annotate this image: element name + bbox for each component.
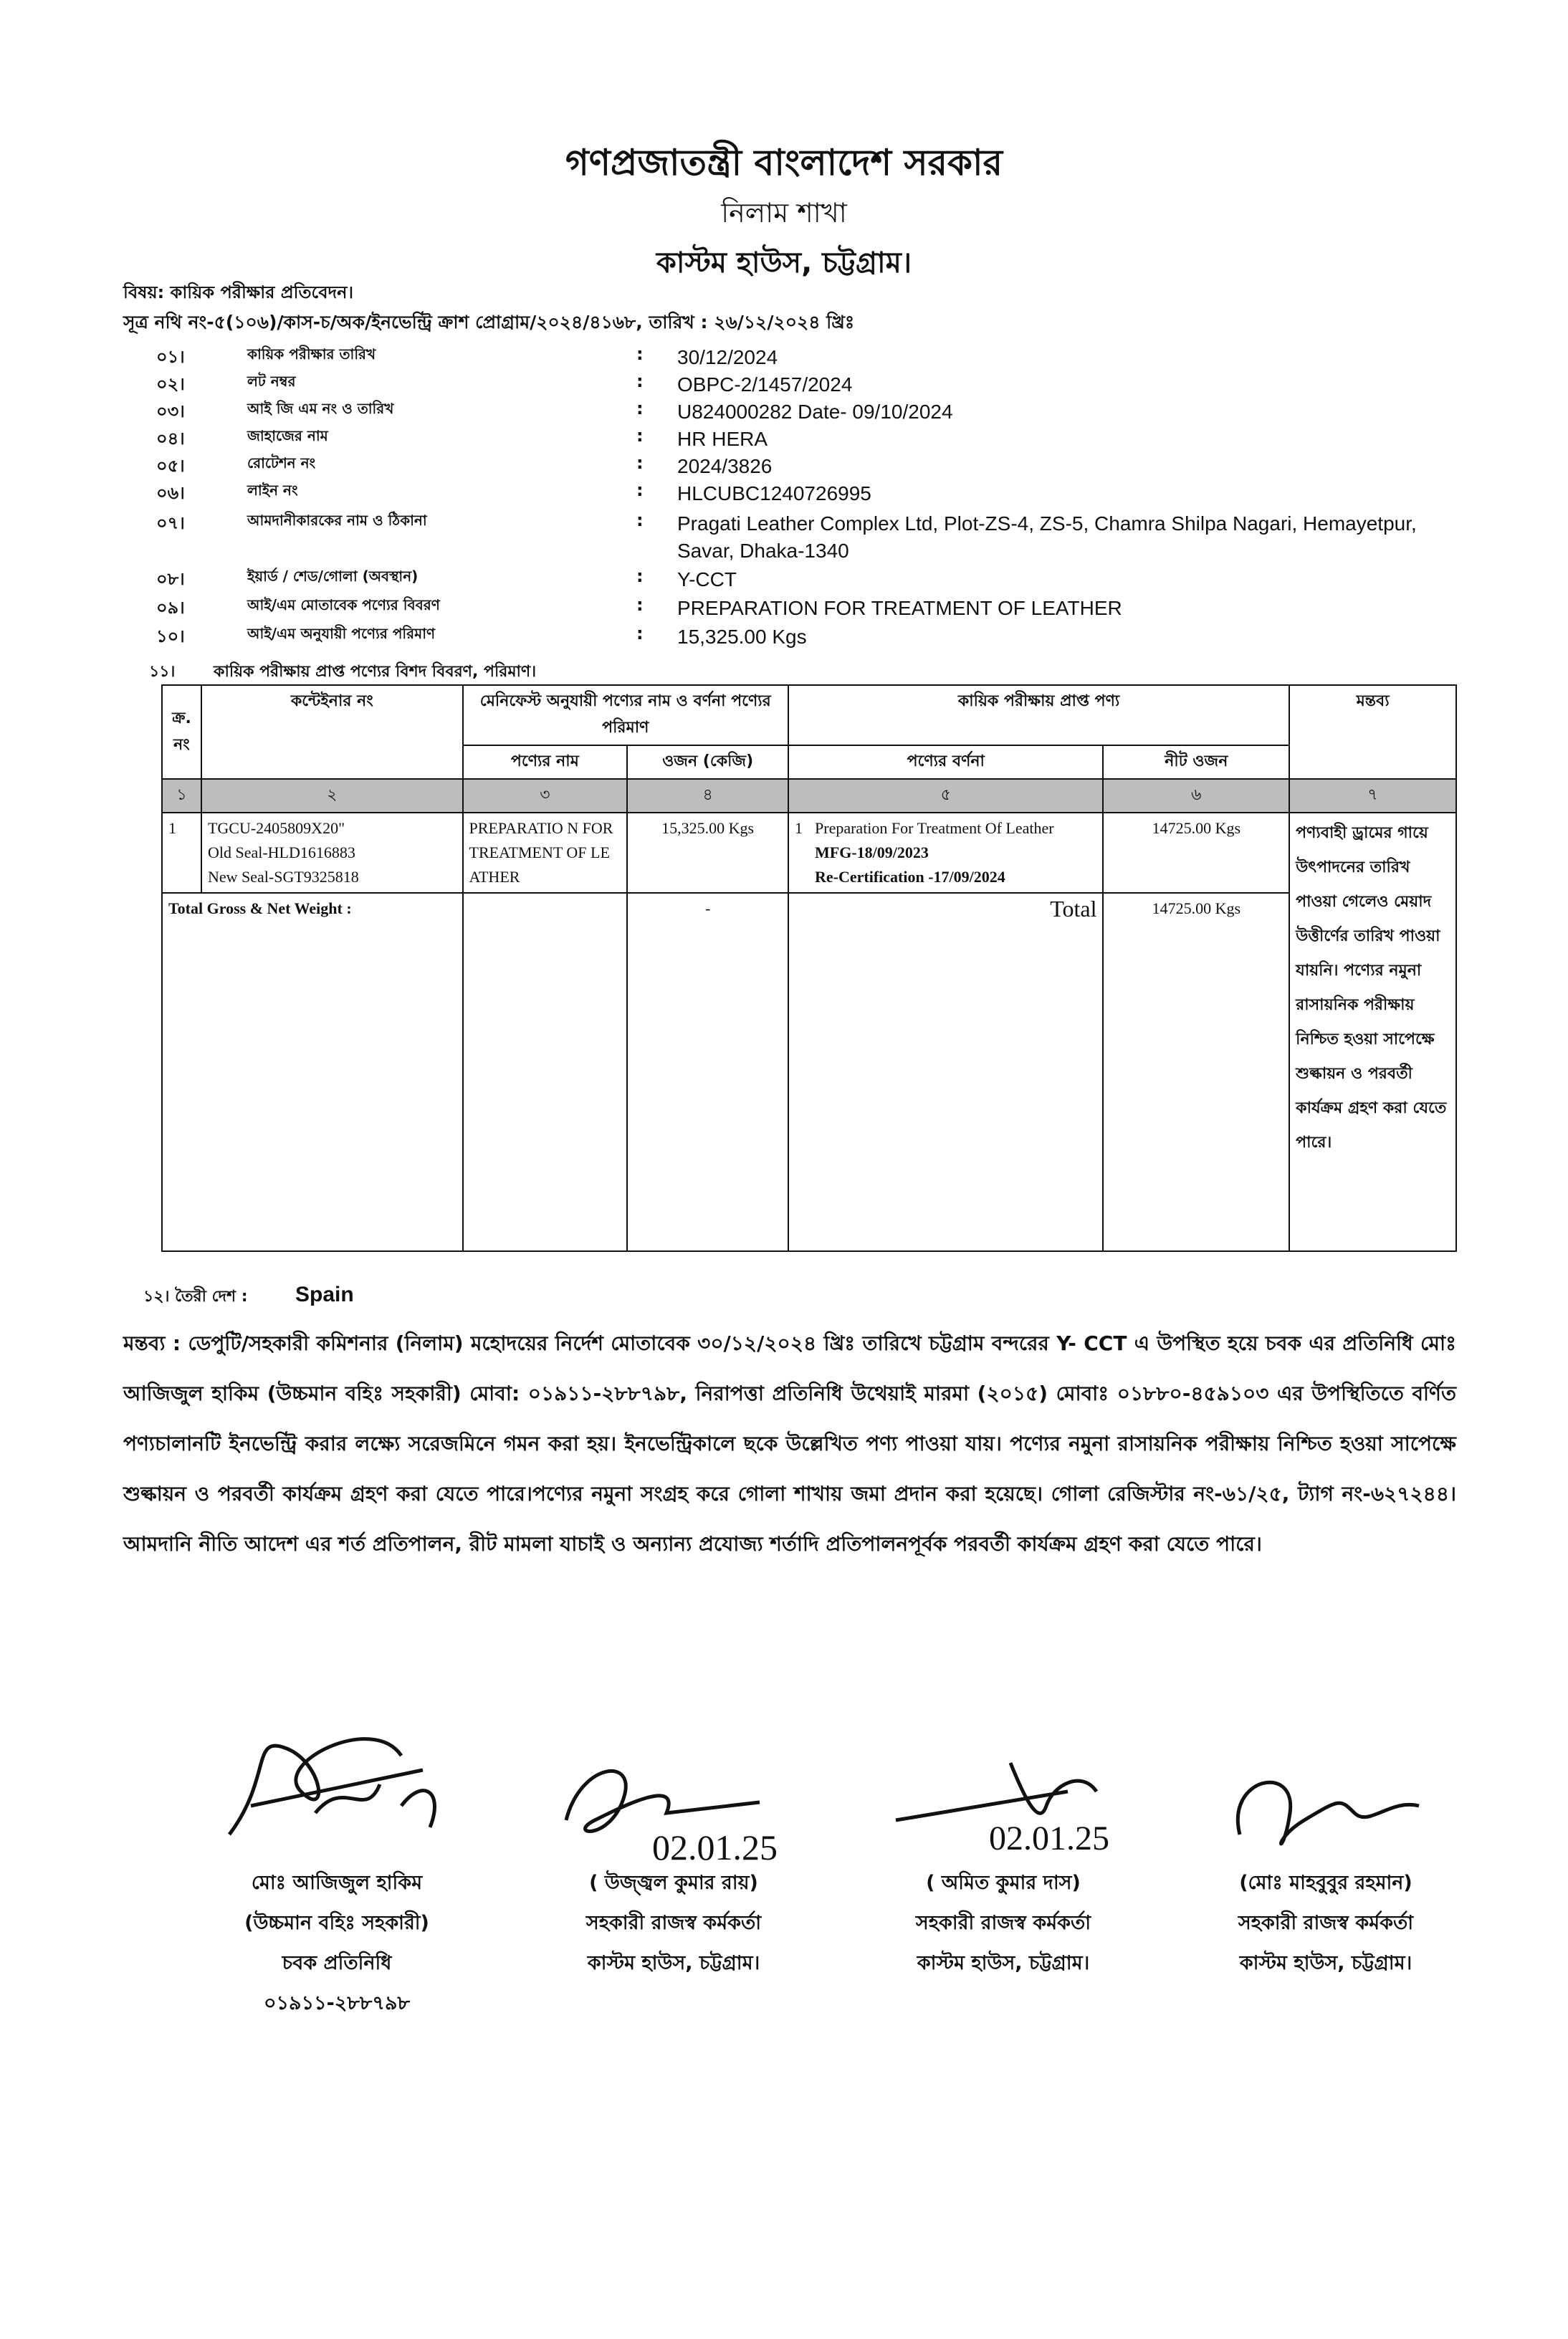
header-weight: ওজন (কেজি) — [627, 745, 788, 779]
header-net-weight: নীট ওজন — [1103, 745, 1289, 779]
col-number: ১ — [162, 779, 201, 813]
comment-paragraph: মন্তব্য : ডেপুটি/সহকারী কমিশনার (নিলাম) মহোদয়ের নির্দেশ মোতাবেক ৩০/১২/২০২৪ খ্রিঃ তারিখে চট্টগ্রাম বন্দরের Y- CCT এ উপস্থিত হয়ে চবক এর প্রতিনিধি মোঃ আজিজুল হাকিম (উচ্চমান বহিঃ সহকারী) মোবা: ০১৯১১-২৮৮৭৯৮, নিরাপত্তা প্রতিনিধি উথেয়াই মারমা (২০১৫) মোবাঃ ০১৮৮০-৪৫৯১০৩ এর উপস্থিতিতে বর্ণিত পণ্যচালানটি ইনভেন্ট্রি করার লক্ষ্যে সরেজমিনে গমন করা হয়। ইনভেন্ট্রিকালে ছকে উল্লেখিত পণ্য পাওয়া যায়। পণ্যের নমুনা রাসায়নিক পরীক্ষায় নিশ্চিত হওয়া সাপেক্ষে শুল্কায়ন ও পরবর্তী কার্যক্রম গ্রহণ করা যেতে পারে।পণ্যের নমুনা সংগ্রহ করে গোলা শাখায় জমা প্রদান করা হয়েছে। গোলা রেজিস্টার নং-৬১/২৫, ট্যাগ নং-৬২৭২৪৪। আমদানি নীতি আদেশ এর শর্ত প্রতিপালন, রীট মামলা যাচাই ও অন্যান্য প্রযোজ্য শর্তাদি প্রতিপালনপূর্বক পরবর্তী কার্যক্রম গ্রহণ করা যেতে পারে। — [123, 1331, 1456, 1556]
header-goods-desc: পণ্যের বর্ণনা — [788, 745, 1103, 779]
goods-table — [161, 684, 1457, 1252]
signatory-office: চবক প্রতিনিধি — [282, 1952, 392, 1974]
office-title: কাস্টম হাউস, চট্টগ্রাম। — [656, 247, 912, 279]
total-label: Total Gross & Net Weight : — [162, 893, 463, 1251]
col-number: ৭ — [1289, 779, 1456, 813]
field-importer: ০৭। আমদানীকারকের নাম ও ঠিকানা : Pragati Leather Complex Ltd, Plot-ZS-4, ZS-5, Chamra Shilpa Nagari, Hemayetpur, Savar, Dhaka-1340 — [156, 510, 1417, 562]
header-found-group: কায়িক পরীক্ষায় প্রাপ্ত পণ্য — [788, 685, 1289, 745]
cell-remarks: পণ্যবাহী ড্রামের গায়ে উৎপাদনের তারিখ পাওয়া গেলেও মেয়াদ উত্তীর্ণের তারিখ পাওয়া যায়নি। পণ্যের নমুনা রাসায়নিক পরীক্ষায় নিশ্চিত হওয়া সাপেক্ষে শুল্কায়ন ও পরবর্তী কার্যক্রম গ্রহণ করা যেতে পারে। — [1289, 813, 1456, 1251]
signatory-3 — [846, 1734, 1161, 1984]
signatory-office: কাস্টম হাউস, চট্টগ্রাম। — [1239, 1952, 1412, 1974]
government-title: গণপ্রজাতন্ত্রী বাংলাদেশ সরকার — [565, 142, 1003, 183]
col-number: ৬ — [1103, 779, 1289, 813]
field-igm: ০৩। আই জি এম নং ও তারিখ : U824000282 Date- 09/10/2024 — [156, 398, 953, 423]
table-row — [162, 813, 1456, 893]
signatory-title: সহকারী রাজস্ব কর্মকর্তা — [1238, 1912, 1414, 1934]
field-line-number: ০৬। লাইন নং : HLCUBC1240726995 — [156, 480, 871, 504]
total-dash: - — [627, 893, 788, 1251]
origin-value: Spain — [295, 1283, 354, 1306]
memo-reference: সূত্র নথি নং-৫(১০৬)/কাস-চ/অক/ইনভেন্ট্রি ক্রাশ প্রোগ্রাম/২০২৪/৪১৬৮, তারিখ : ২৬/১২/২০২৪ খ্রিঃ — [123, 312, 855, 333]
signatory-name: মোঃ আজিজুল হাকিম — [251, 1872, 423, 1894]
cell-weight: 15,325.00 Kgs — [627, 813, 788, 893]
item-11-heading: ১১। কায়িক পরীক্ষায় প্রাপ্ত পণ্যের বিশদ বিবরণ, পরিমাণ। — [149, 663, 537, 681]
field-goods-quantity: ১০। আই/এম অনুযায়ী পণ্যের পরিমাণ : 15,325.00 Kgs — [156, 623, 807, 648]
origin-label: ১২। তৈরী দেশ : — [143, 1288, 248, 1306]
signatory-phone: ০১৯১১-২৮৮৭৯৮ — [263, 1992, 411, 2014]
col-number: ৩ — [463, 779, 628, 813]
total-net-weight: 14725.00 Kgs — [1103, 893, 1289, 1251]
cell-goods-name: PREPARATIO N FOR TREATMENT OF LEATHER — [463, 813, 628, 893]
cell-container: TGCU-2405809X20" Old Seal-HLD1616883 New Seal-SGT9325818 — [201, 813, 463, 893]
subject-line: বিষয়: কায়িক পরীক্ষার প্রতিবেদন। — [123, 282, 354, 302]
field-vessel-name: ০৪। জাহাজের নাম : HR HERA — [156, 426, 768, 450]
signatory-name: ( উজ্জ্বল কুমার রায়) — [589, 1872, 758, 1894]
header-serial: ক্র. নং — [162, 685, 201, 779]
header-container: কন্টেইনার নং — [201, 685, 463, 779]
signature-date: 02.01.25 — [652, 1827, 778, 1867]
col-number: ৪ — [627, 779, 788, 813]
field-goods-description: ০৯। আই/এম মোতাবেক পণ্যের বিবরণ : PREPARATION FOR TREATMENT OF LEATHER — [156, 595, 1122, 619]
signatory-title: সহকারী রাজস্ব কর্মকর্তা — [915, 1912, 1091, 1934]
field-lot-number: ০২। লট নম্বর : OBPC-2/1457/2024 — [156, 371, 853, 396]
signature-mark — [1182, 1734, 1469, 1863]
signatory-2 — [516, 1734, 831, 1984]
signatory-title: (উচ্চমান বহিঃ সহকারী) — [244, 1912, 429, 1934]
signatory-1 — [165, 1691, 509, 2024]
cell-goods-desc: 1 Preparation For Treatment Of Leather MFG-18/09/2023 Re-Certification -17/09/2024 — [788, 813, 1103, 893]
total-word: Total — [788, 893, 1103, 1251]
field-inspection-date: ০১। কায়িক পরীক্ষার তারিখ : 30/12/2024 — [156, 344, 778, 368]
field-yard: ০৮। ইয়ার্ড / শেড/গোলা (অবস্থান) : Y-CCT — [156, 566, 737, 590]
total-row — [162, 893, 1456, 1251]
header-goods-name: পণ্যের নাম — [463, 745, 628, 779]
header-manifest-group: মেনিফেস্ট অনুযায়ী পণ্যের নাম ও বর্ণনা পণ্যের পরিমাণ — [463, 685, 788, 745]
signature-mark — [186, 1691, 487, 1863]
signatory-name: (মোঃ মাহবুবুর রহমান) — [1239, 1872, 1412, 1894]
col-number: ২ — [201, 779, 463, 813]
cell-net-weight: 14725.00 Kgs — [1103, 813, 1289, 893]
cell-serial: 1 — [162, 813, 201, 893]
branch-title: নিলাম শাখা — [721, 197, 847, 229]
signatory-4 — [1175, 1734, 1476, 1984]
header-remarks: মন্তব্য — [1289, 685, 1456, 779]
signatory-name: ( অমিত কুমার দাস) — [926, 1872, 1081, 1894]
signatory-office: কাস্টম হাউস, চট্টগ্রাম। — [917, 1952, 1090, 1974]
signature-date: 02.01.25 — [989, 1819, 1109, 1857]
col-number: ৫ — [788, 779, 1103, 813]
signatory-office: কাস্টম হাউস, চট্টগ্রাম। — [587, 1952, 760, 1974]
signatory-title: সহকারী রাজস্ব কর্মকর্তা — [585, 1912, 762, 1934]
field-rotation: ০৫। রোটেশন নং : 2024/3826 — [156, 453, 773, 477]
